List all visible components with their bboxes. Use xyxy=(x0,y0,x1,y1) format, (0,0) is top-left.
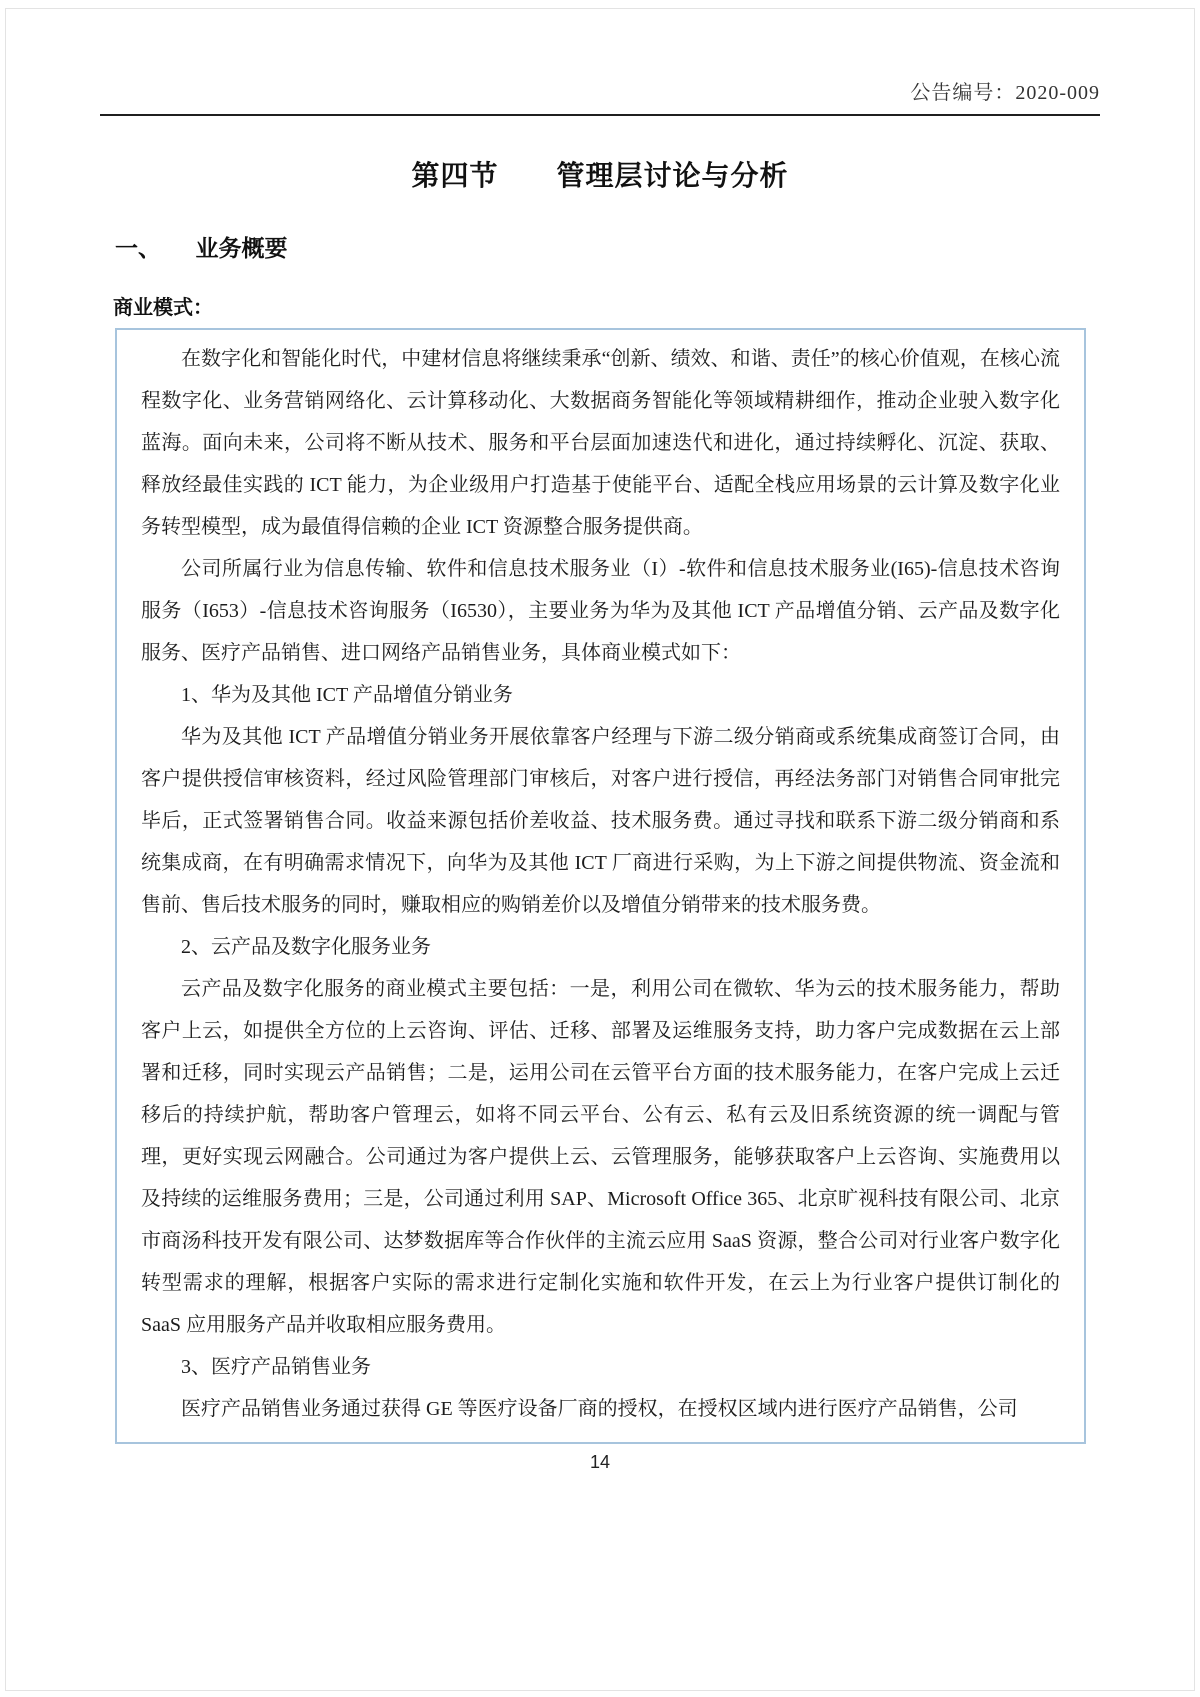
page-title: 第四节 管理层讨论与分析 xyxy=(411,160,789,191)
paragraph: 2、云产品及数字化服务业务 xyxy=(181,936,431,958)
paragraph: 华为及其他 ICT 产品增值分销业务开展依靠客户经理与下游二级分销商或系统集成商签订合同，由客户提供授信审核资料，经过风险管理部门审核后，对客户进行授信，再经法务部门对销售合同审批完毕后，正式签署销售合同。收益来源包括价差收益、技术服务费。通过寻找和联系下游二级分销商和系统集成商，在有明确需求情况下，向华为及其他 ICT 厂商进行采购，为上下游之间提供物流、资金流和售前、售后技术服务的同时，赚取相应的购销差价以及增值分销带来的技术服务费。 xyxy=(141,726,1060,916)
paragraph: 1、华为及其他 ICT 产品增值分销业务 xyxy=(181,684,513,706)
header-rule xyxy=(100,114,1100,116)
paragraph: 医疗产品销售业务通过获得 GE 等医疗设备厂商的授权，在授权区域内进行医疗产品销售，公司 xyxy=(181,1398,1018,1420)
paragraph: 公司所属行业为信息传输、软件和信息技术服务业（I）-软件和信息技术服务业(I65)-信息技术咨询服务（I653）-信息技术咨询服务（I6530），主要业务为华为及其他 ICT 产品增值分销、云产品及数字化服务、医疗产品销售、进口网络产品销售业务，具体商业模式如下： xyxy=(141,558,1060,664)
business-model-label: 商业模式： xyxy=(113,297,213,319)
paragraph: 在数字化和智能化时代，中建材信息将继续秉承“创新、绩效、和谐、责任”的核心价值观，在核心流程数字化、业务营销网络化、云计算移动化、大数据商务智能化等领域精耕细作，推动企业驶入数字化蓝海。面向未来，公司将不断从技术、服务和平台层面加速迭代和进化，通过持续孵化、沉淀、获取、释放经最佳实践的 ICT 能力，为企业级用户打造基于使能平台、适配全栈应用场景的云计算及数字化业务转型模型，成为最值得信赖的企业 ICT 资源整合服务提供商。 xyxy=(141,348,1060,538)
section-heading: 一、 业务概要 xyxy=(115,235,288,261)
paragraph: 云产品及数字化服务的商业模式主要包括：一是，利用公司在微软、华为云的技术服务能力，帮助客户上云，如提供全方位的上云咨询、评估、迁移、部署及运维服务支持，助力客户完成数据在云上部署和迁移，同时实现云产品销售；二是，运用公司在云管平台方面的技术服务能力，在客户完成上云迁移后的持续护航，帮助客户管理云，如将不同云平台、公有云、私有云及旧系统资源的统一调配与管理，更好实现云网融合。公司通过为客户提供上云、云管理服务，能够获取客户上云咨询、实施费用以及持续的运维服务费用；三是，公司通过利用 SAP、Microsoft Office 365、北京旷视科技有限公司、北京市商汤科技开发有限公司、达梦数据库等合作伙伴的主流云应用 SaaS 资源，整合公司对行业客户数字化转型需求的理解，根据客户实际的需求进行定制化实施和软件开发，在云上为行业客户提供订制化的 SaaS 应用服务产品并收取相应服务费用。 xyxy=(141,978,1060,1336)
paragraph: 3、医疗产品销售业务 xyxy=(181,1356,371,1378)
page-number: 14 xyxy=(589,1452,611,1472)
business-model-box xyxy=(115,328,1086,1444)
announcement-number: 公告编号：2020-009 xyxy=(910,82,1100,104)
